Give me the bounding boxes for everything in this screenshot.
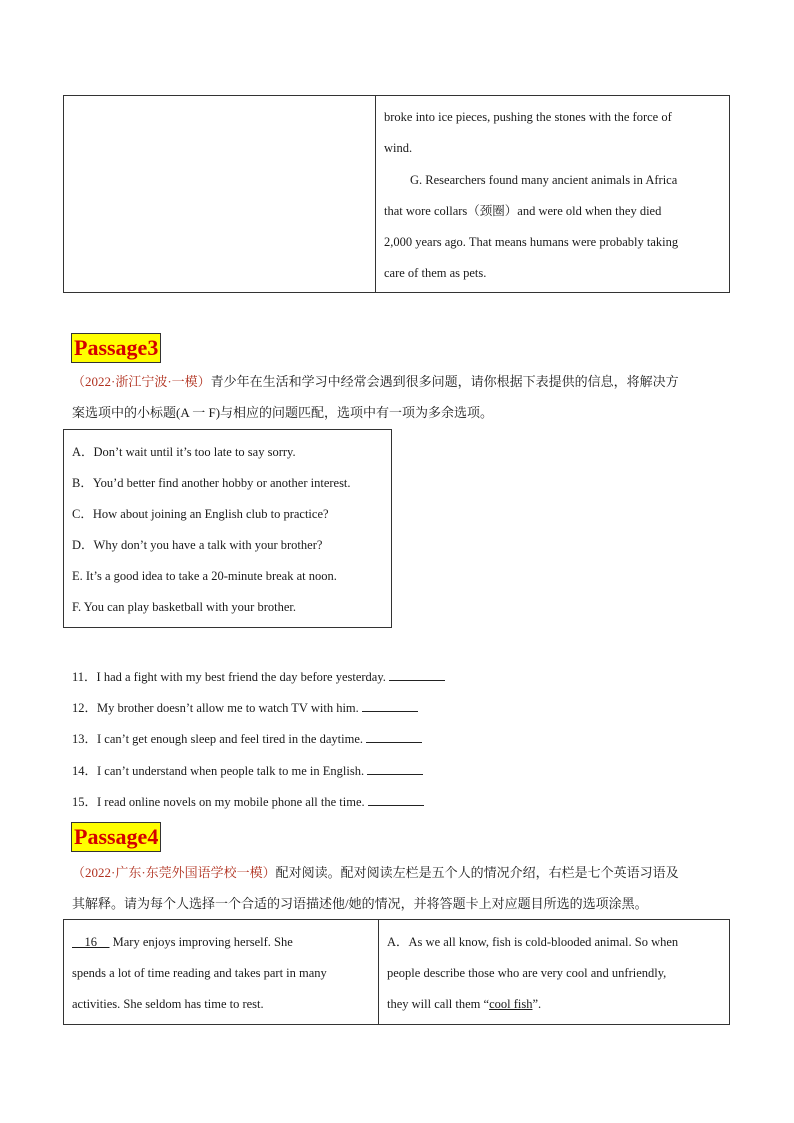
passage3-badge: Passage3	[71, 333, 161, 363]
passage4-left-3: activities. She seldom has time to rest.	[72, 997, 264, 1011]
answer-blank[interactable]	[368, 793, 424, 806]
option-d: D．Why don’t you have a talk with your brother?	[72, 538, 323, 552]
answer-blank[interactable]	[367, 762, 423, 775]
passage4-right-2: people describe those who are very cool and unfriendly,	[387, 966, 667, 980]
question-14: 14．I can’t understand when people talk to me in English.	[72, 762, 423, 779]
question-15: 15．I read online novels on my mobile phone all the time.	[72, 793, 424, 810]
passage4-source: （2022·广东·东莞外国语学校一模）	[72, 865, 276, 880]
answer-blank[interactable]	[366, 730, 422, 743]
passage4-intro-1	[72, 865, 679, 881]
option-c: C．How about joining an English club to practice?	[72, 507, 329, 521]
passage3-intro-1	[72, 374, 679, 390]
table-divider	[375, 95, 376, 293]
table1-line-2: wind.	[384, 141, 413, 155]
answer-blank[interactable]	[362, 699, 418, 712]
question-11: 11．I had a fight with my best friend the day before yesterday.	[72, 668, 445, 685]
passage4-intro-2: 其解释。请为每个人选择一个合适的习语描述他/她的情况，并将答题卡上对应题目所选的选项涂黑。	[72, 896, 648, 911]
option-b: B．You’d better find another hobby or another interest.	[72, 476, 351, 490]
passage4-left-1: 16 Mary enjoys improving herself. She	[72, 934, 293, 950]
passage4-left-2: spends a lot of time reading and takes part in many	[72, 966, 327, 980]
table1-line-3: G. Researchers found many ancient animals in Africa	[410, 173, 678, 187]
table1-line-5: 2,000 years ago. That means humans were probably taking	[384, 235, 679, 249]
option-f: F. You can play basketball with your brother.	[72, 600, 296, 614]
table1-line-4: that wore collars（颈圈）and were old when they died	[384, 204, 662, 218]
table1-line-6: care of them as pets.	[384, 266, 487, 280]
passage3-intro-text: 青少年在生活和学习中经常会遇到很多问题，请你根据下表提供的信息，将解决方	[210, 374, 679, 389]
passage4-intro-text: 配对阅读。配对阅读左栏是五个人的情况介绍，右栏是七个英语习语及	[275, 865, 679, 880]
passage3-intro-2: 案选项中的小标题(A 一 F)与相应的问题匹配，选项中有一项为多余选项。	[72, 405, 494, 420]
passage4-right-1: A．As we all know, fish is cold-blooded animal. So when	[387, 935, 679, 949]
idiom-cool-fish: cool fish	[489, 997, 533, 1011]
question-13: 13．I can’t get enough sleep and feel tired in the daytime.	[72, 730, 422, 747]
question-12: 12．My brother doesn’t allow me to watch TV with him.	[72, 699, 418, 716]
answer-blank[interactable]	[389, 668, 445, 681]
option-a: A．Don’t wait until it’s too late to say sorry.	[72, 445, 296, 459]
passage4-badge: Passage4	[71, 822, 161, 852]
option-e: E. It’s a good idea to take a 20-minute break at noon.	[72, 569, 337, 583]
passage4-right-3: they will call them “cool fish”.	[387, 997, 542, 1011]
passage3-source: （2022·浙江宁波·一模）	[72, 374, 211, 389]
question-16-number[interactable]: 16	[84, 935, 97, 949]
table1-line-1: broke into ice pieces, pushing the stones with the force of	[384, 110, 672, 124]
table-divider	[378, 919, 379, 1025]
